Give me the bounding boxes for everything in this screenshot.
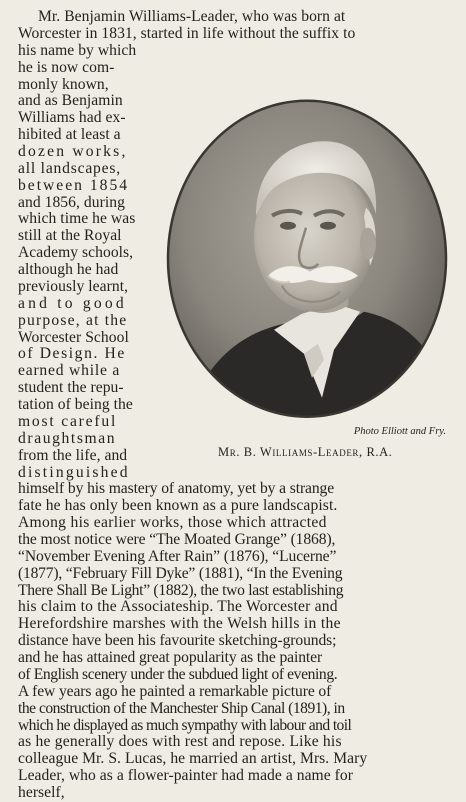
text-line: his name by which	[18, 41, 137, 59]
text-line: and 1856, during	[18, 193, 125, 211]
text-line: herself,	[18, 784, 65, 801]
text-line: A few years ago he painted a remarkable picture of	[18, 682, 332, 700]
text-line: still at the Royal	[18, 227, 122, 245]
text-line: of Design. He	[18, 345, 126, 363]
text-line: colleague Mr. S. Lucas, he married an artist, Mrs. Mary	[18, 750, 368, 768]
text-line: previously learnt,	[18, 277, 129, 295]
text-line: although he had	[18, 261, 119, 278]
text-line: Mr. Benjamin Williams-Leader, who was born at	[38, 8, 346, 25]
text-line: Among his earlier works, those which attracted	[18, 514, 327, 532]
text-line: Academy schools,	[18, 244, 134, 262]
photo-credit: Photo Elliott and Fry.	[353, 425, 446, 437]
text-line: Worcester School	[18, 328, 129, 346]
portrait-caption: Mr. B. Williams-Leader, R.A.	[218, 444, 393, 459]
text-line: and as Benjamin	[18, 92, 123, 110]
text-line: earned while a	[18, 362, 121, 380]
text-line: Williams had ex-	[18, 109, 126, 127]
text-line: Herefordshire marshes with the Welsh hills in the	[18, 615, 341, 633]
text-line: between 1854	[18, 176, 130, 194]
text-line: which time he was	[18, 210, 136, 228]
text-line: the construction of the Manchester Ship Canal (1891), in	[18, 699, 345, 717]
text-line: all landscapes,	[18, 159, 121, 177]
text-line: distinguished	[18, 463, 130, 481]
text-line: tation of being the	[18, 396, 133, 413]
text-line: distance have been his favourite sketching-grounds;	[18, 632, 337, 650]
text-line: There Shall Be Light” (1882), the two last establishing	[18, 581, 344, 599]
text-line: his claim to the Associateship. The Worcester and	[18, 598, 338, 616]
text-line: “November Evening After Rain” (1876), “Lucerne”	[18, 547, 337, 565]
text-line: himself by his mastery of anatomy, yet by a strange	[18, 480, 335, 498]
text-line: Leader, who as a flower-painter had made a name for	[18, 767, 353, 785]
text-line: fate he has only been known as a pure landscapist.	[18, 497, 338, 515]
text-line: and to good	[18, 294, 127, 312]
text-line: from the life, and	[18, 446, 128, 464]
text-line: Worcester in 1831, started in life without the suffix to	[18, 24, 356, 42]
portrait-photo	[164, 94, 450, 423]
text-line: of English scenery under the subdued light of evening.	[18, 665, 338, 683]
text-line: most careful	[18, 412, 118, 430]
text-line: and he has attained great popularity as the painter	[18, 649, 323, 666]
text-line: hibited at least a	[18, 126, 121, 144]
text-line: the most notice were “The Moated Grange” (1868),	[18, 531, 336, 548]
text-line: student the repu-	[18, 379, 124, 397]
text-line: which he displayed as much sympathy with labour and toil	[18, 716, 352, 734]
text-line: dozen works,	[18, 143, 128, 160]
text-line: draughtsman	[18, 429, 117, 447]
text-line: he is now com-	[18, 58, 115, 76]
text-line: monly known,	[18, 75, 109, 93]
text-line: (1877), “February Fill Dyke” (1881), “In the Evening	[18, 564, 343, 582]
text-line: as he generally does with rest and repose. Like his	[18, 733, 342, 751]
text-line: purpose, at the	[18, 311, 128, 329]
